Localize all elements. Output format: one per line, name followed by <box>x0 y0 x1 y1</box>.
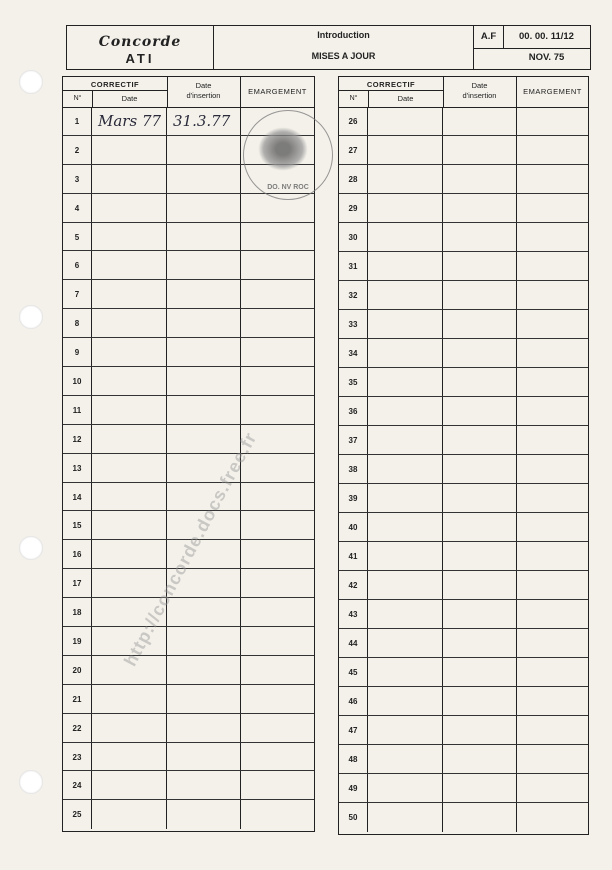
table-row <box>339 165 588 194</box>
table-row <box>339 455 588 484</box>
row-number: 5 <box>63 223 92 251</box>
row-number: 32 <box>339 281 368 309</box>
table-row <box>339 571 588 600</box>
correctif-date-cell <box>92 483 167 511</box>
emargement-cell <box>241 396 314 424</box>
emargement-cell <box>241 338 314 366</box>
table-row <box>63 396 314 425</box>
emargement-cell <box>241 598 314 626</box>
table-row <box>339 368 588 397</box>
table-row <box>339 513 588 542</box>
row-number: 4 <box>63 194 92 222</box>
correctif-date-cell <box>368 223 443 251</box>
correctif-label: CORRECTIF <box>339 77 443 91</box>
table-row <box>63 598 314 627</box>
correctif-date-cell <box>92 454 167 482</box>
correctif-date-cell <box>368 803 443 832</box>
insertion-date-cell <box>443 774 517 802</box>
table-row <box>63 425 314 454</box>
insertion-date-cell <box>167 598 241 626</box>
insertion-date-cell <box>443 252 517 280</box>
emargement-cell <box>241 627 314 655</box>
insertion-date-cell <box>167 280 241 308</box>
emargement-cell <box>517 774 588 802</box>
insertion-date-cell <box>443 455 517 483</box>
emargement-cell <box>517 223 588 251</box>
row-number: 16 <box>63 540 92 568</box>
reference-top <box>474 26 590 49</box>
insertion-date-cell <box>443 136 517 164</box>
stamp-emblem <box>258 127 308 171</box>
table-row <box>63 454 314 483</box>
punch-hole <box>19 70 43 94</box>
emargement-cell <box>241 454 314 482</box>
correctif-header <box>63 77 168 107</box>
emargement-cell <box>241 511 314 539</box>
emargement-cell <box>241 771 314 799</box>
insertion-date-cell <box>443 745 517 773</box>
table-row <box>63 309 314 338</box>
table-row <box>63 685 314 714</box>
row-number: 31 <box>339 252 368 280</box>
table-row <box>63 714 314 743</box>
emargement-cell <box>517 368 588 396</box>
row-number: 44 <box>339 629 368 657</box>
correctif-date-cell <box>92 800 167 829</box>
row-number: 45 <box>339 658 368 686</box>
page-reference: 00. 00. 11/12 <box>519 31 574 42</box>
correctif-date-cell <box>368 339 443 367</box>
table-row <box>339 658 588 687</box>
table-row <box>339 252 588 281</box>
insertion-date-cell <box>443 426 517 454</box>
row-number: 25 <box>63 800 92 829</box>
insertion-date-cell <box>443 571 517 599</box>
insertion-date-cell <box>167 771 241 799</box>
emargement-cell <box>517 455 588 483</box>
row-number: 38 <box>339 455 368 483</box>
correctif-date-cell <box>368 687 443 715</box>
emargement-cell <box>241 656 314 684</box>
row-number: 35 <box>339 368 368 396</box>
insertion-date-cell <box>443 600 517 628</box>
page-title: MISES A JOUR <box>311 51 376 61</box>
insertion-date-cell <box>443 513 517 541</box>
insertion-date-cell <box>443 658 517 686</box>
emargement-cell <box>517 339 588 367</box>
date-header: Date <box>397 94 414 103</box>
table-row <box>339 397 588 426</box>
insertion-date-cell <box>167 223 241 251</box>
emargement-cell <box>517 716 588 744</box>
watermark-url: http://concorde.docs.free.fr <box>120 428 261 670</box>
correctif-date-cell <box>92 194 167 222</box>
row-number: 34 <box>339 339 368 367</box>
emargement-header: EMARGEMENT <box>248 87 307 96</box>
table-row <box>63 800 314 829</box>
row-number: 24 <box>63 771 92 799</box>
emargement-header: EMARGEMENT <box>523 87 582 96</box>
emargement-cell <box>241 223 314 251</box>
correctif-date-cell <box>92 743 167 771</box>
correctif-date-cell <box>92 396 167 424</box>
insertion-header-line2: d'insertion <box>462 91 497 100</box>
insertion-date-cell: 31.3.77 <box>167 107 241 135</box>
insertion-date-cell <box>167 685 241 713</box>
correctif-date-cell <box>368 194 443 222</box>
correctif-header <box>339 77 444 107</box>
emargement-cell <box>241 569 314 597</box>
row-number: 33 <box>339 310 368 338</box>
correctif-date-cell <box>92 685 167 713</box>
emargement-cell <box>517 484 588 512</box>
table-row <box>339 426 588 455</box>
insertion-date-cell <box>443 223 517 251</box>
table-row <box>339 542 588 571</box>
table-row <box>339 339 588 368</box>
emargement-cell <box>241 540 314 568</box>
row-number: 14 <box>63 483 92 511</box>
insertion-date-cell <box>167 165 241 193</box>
row-number: 10 <box>63 367 92 395</box>
insertion-date-cell <box>443 107 517 135</box>
row-number: 12 <box>63 425 92 453</box>
row-number: 3 <box>63 165 92 193</box>
correctif-date-cell <box>92 714 167 742</box>
correctif-date-cell <box>368 426 443 454</box>
correctif-date-cell <box>92 309 167 337</box>
insertion-date-cell <box>167 309 241 337</box>
section-name: Introduction <box>317 30 370 40</box>
insertion-header-line2: d'insertion <box>186 91 221 100</box>
insertion-date-cell <box>167 367 241 395</box>
number-header: N° <box>63 90 93 107</box>
emargement-cell <box>241 280 314 308</box>
row-number: 29 <box>339 194 368 222</box>
table-header <box>63 77 314 108</box>
table-row <box>63 743 314 772</box>
correctif-date-cell <box>368 368 443 396</box>
row-number: 27 <box>339 136 368 164</box>
correctif-date-cell <box>368 629 443 657</box>
row-number: 41 <box>339 542 368 570</box>
table-row <box>339 223 588 252</box>
row-number: 6 <box>63 251 92 279</box>
correctif-date-cell <box>368 774 443 802</box>
row-number: 11 <box>63 396 92 424</box>
title-block <box>213 26 474 69</box>
emargement-cell <box>517 107 588 135</box>
correctif-date-cell <box>368 716 443 744</box>
punch-hole <box>19 536 43 560</box>
punch-hole <box>19 770 43 794</box>
row-number: 48 <box>339 745 368 773</box>
insertion-date-cell <box>167 656 241 684</box>
insertion-header-line1: Date <box>471 81 488 90</box>
table-row <box>63 338 314 367</box>
insertion-date-cell <box>167 194 241 222</box>
issue-date: NOV. 75 <box>528 52 565 63</box>
row-number: 30 <box>339 223 368 251</box>
row-number: 23 <box>63 743 92 771</box>
correctif-date-cell <box>92 165 167 193</box>
row-number: 7 <box>63 280 92 308</box>
insertion-date-cell <box>167 627 241 655</box>
emargement-cell <box>517 281 588 309</box>
correctif-date-cell <box>368 484 443 512</box>
table-row <box>63 627 314 656</box>
row-number: 47 <box>339 716 368 744</box>
emargement-cell <box>517 745 588 773</box>
row-number: 8 <box>63 309 92 337</box>
correctif-date-cell <box>368 571 443 599</box>
emargement-cell <box>517 426 588 454</box>
table-row <box>63 280 314 309</box>
row-number: 9 <box>63 338 92 366</box>
insertion-date-cell <box>167 743 241 771</box>
row-number: 46 <box>339 687 368 715</box>
table-row <box>339 484 588 513</box>
row-number: 18 <box>63 598 92 626</box>
insertion-date-cell <box>443 397 517 425</box>
row-number: 42 <box>339 571 368 599</box>
correctif-date-cell <box>368 165 443 193</box>
table-row <box>339 136 588 165</box>
correctif-label: CORRECTIF <box>63 77 167 91</box>
correctif-date-cell: Mars 77 <box>92 107 167 135</box>
emargement-cell <box>517 629 588 657</box>
date-header: Date <box>121 94 138 103</box>
insertion-date-cell <box>443 803 517 832</box>
row-number: 15 <box>63 511 92 539</box>
reference-block <box>473 26 590 69</box>
insertion-date-cell <box>167 396 241 424</box>
correctif-date-cell <box>368 397 443 425</box>
emargement-cell <box>241 743 314 771</box>
insertion-date-cell <box>167 338 241 366</box>
row-number: 40 <box>339 513 368 541</box>
insertion-date-cell <box>443 716 517 744</box>
correctif-date-cell <box>368 513 443 541</box>
correctif-date-cell <box>368 136 443 164</box>
row-number: 1 <box>63 107 92 135</box>
table-row <box>339 107 588 136</box>
emargement-cell <box>517 165 588 193</box>
table-row <box>339 194 588 223</box>
insertion-date-cell <box>443 368 517 396</box>
logo-wordmark: Concorde <box>98 34 182 50</box>
correctif-date-cell <box>368 455 443 483</box>
row-number: 50 <box>339 803 368 832</box>
emargement-cell <box>241 714 314 742</box>
correctif-date-cell <box>368 281 443 309</box>
emargement-cell <box>241 685 314 713</box>
table-row <box>339 310 588 339</box>
logo-block <box>67 26 214 69</box>
row-number: 2 <box>63 136 92 164</box>
table-row <box>63 656 314 685</box>
row-number: 36 <box>339 397 368 425</box>
row-number: 21 <box>63 685 92 713</box>
airline-code: A.F <box>474 26 504 48</box>
emargement-cell <box>241 309 314 337</box>
row-number: 17 <box>63 569 92 597</box>
insertion-date-header <box>443 77 517 107</box>
emargement-cell <box>517 194 588 222</box>
table-row <box>63 483 314 512</box>
table-row <box>63 367 314 396</box>
emargement-cell <box>241 483 314 511</box>
insertion-date-cell <box>443 281 517 309</box>
table-row <box>339 716 588 745</box>
row-number: 39 <box>339 484 368 512</box>
emargement-cell <box>517 542 588 570</box>
emargement-cell <box>517 803 588 832</box>
correctif-date-cell <box>368 252 443 280</box>
emargement-cell <box>517 571 588 599</box>
insertion-date-cell <box>443 194 517 222</box>
correctif-date-cell <box>368 745 443 773</box>
correctif-date-cell <box>368 542 443 570</box>
table-body <box>339 107 588 834</box>
correctif-date-cell <box>92 136 167 164</box>
correctif-date-cell <box>368 600 443 628</box>
page-header <box>66 25 591 70</box>
insertion-date-cell <box>443 339 517 367</box>
insertion-date-cell <box>167 136 241 164</box>
table-row <box>63 771 314 800</box>
insertion-date-header <box>167 77 241 107</box>
correctif-date-cell <box>92 367 167 395</box>
logo-subtitle: ATI <box>125 51 155 66</box>
correctif-date-cell <box>92 338 167 366</box>
row-number: 19 <box>63 627 92 655</box>
insertion-date-cell <box>443 629 517 657</box>
insertion-date-cell <box>443 310 517 338</box>
correctif-date-cell <box>368 107 443 135</box>
insertion-date-cell <box>167 714 241 742</box>
correctif-date-cell <box>92 771 167 799</box>
insertion-date-cell <box>167 251 241 279</box>
insertion-header-line1: Date <box>195 81 212 90</box>
table-body <box>63 107 314 831</box>
insertion-date-cell <box>167 800 241 829</box>
emargement-cell <box>517 397 588 425</box>
emargement-cell <box>241 251 314 279</box>
row-number: 37 <box>339 426 368 454</box>
table-header <box>339 77 588 108</box>
correctif-date-cell <box>92 251 167 279</box>
insertion-date-cell <box>443 165 517 193</box>
insertion-date-cell <box>443 484 517 512</box>
table-row <box>339 774 588 803</box>
row-number: 22 <box>63 714 92 742</box>
signature-stamp <box>243 110 333 200</box>
revision-table-right <box>338 76 589 835</box>
correctif-date-cell <box>92 425 167 453</box>
correctif-date-cell <box>368 310 443 338</box>
table-row <box>339 629 588 658</box>
table-row <box>63 251 314 280</box>
correctif-date-cell <box>92 511 167 539</box>
row-number: 20 <box>63 656 92 684</box>
insertion-date-cell <box>167 425 241 453</box>
punch-hole <box>19 305 43 329</box>
number-header: N° <box>339 90 369 107</box>
correctif-date-cell <box>92 223 167 251</box>
correctif-date-cell <box>92 280 167 308</box>
table-row <box>339 600 588 629</box>
emargement-cell <box>517 310 588 338</box>
insertion-date-cell <box>443 542 517 570</box>
stamp-text: DO. NV ROC <box>267 184 309 191</box>
emargement-cell <box>517 600 588 628</box>
correctif-date-cell <box>368 658 443 686</box>
insertion-date-cell <box>443 687 517 715</box>
row-number: 26 <box>339 107 368 135</box>
emargement-cell <box>517 687 588 715</box>
emargement-cell <box>241 367 314 395</box>
row-number: 13 <box>63 454 92 482</box>
table-row <box>339 803 588 832</box>
correctif-date-cell <box>92 540 167 568</box>
emargement-cell <box>517 658 588 686</box>
table-row <box>339 745 588 774</box>
emargement-cell <box>517 513 588 541</box>
row-number: 43 <box>339 600 368 628</box>
table-row <box>63 223 314 252</box>
emargement-cell <box>241 800 314 829</box>
row-number: 28 <box>339 165 368 193</box>
table-row <box>339 687 588 716</box>
emargement-cell <box>517 252 588 280</box>
emargement-cell <box>517 136 588 164</box>
table-row <box>339 281 588 310</box>
row-number: 49 <box>339 774 368 802</box>
